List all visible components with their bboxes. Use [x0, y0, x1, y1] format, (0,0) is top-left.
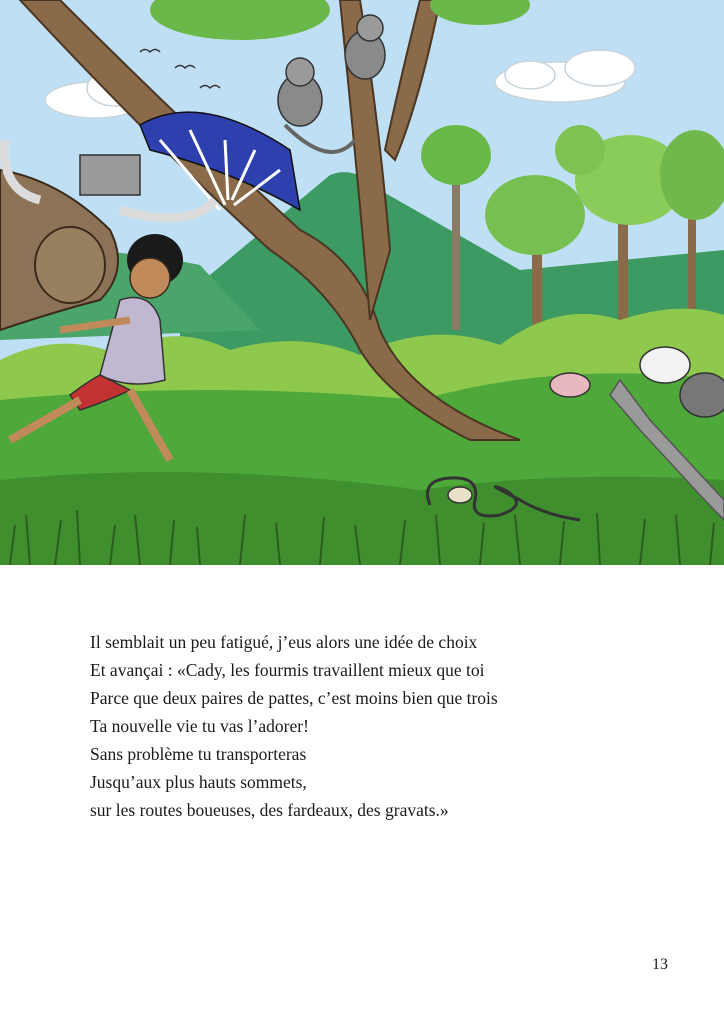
poem-line: Il semblait un peu fatigué, j’eus alors une idée de choix — [90, 632, 478, 652]
poem-line: Et avançai : «Cady, les fourmis travaillent mieux que toi — [90, 660, 485, 680]
poem-line: Parce que deux paires de pattes, c’est moins bien que trois — [90, 688, 498, 708]
poem-line: Jusqu’aux plus hauts sommets, — [90, 772, 307, 792]
meadow-shade — [0, 472, 724, 565]
buffalo-small-icon — [680, 373, 724, 417]
page-number: 13 — [652, 956, 668, 973]
sheep-icon — [640, 347, 690, 383]
poem-text — [90, 628, 690, 824]
pig-icon — [550, 373, 590, 397]
poem-line: Sans problème tu transporteras — [90, 744, 307, 764]
poem-line: Ta nouvelle vie tu vas l’adorer! — [90, 716, 309, 736]
poem-line: sur les routes boueuses, des fardeaux, des gravats.» — [90, 800, 449, 820]
